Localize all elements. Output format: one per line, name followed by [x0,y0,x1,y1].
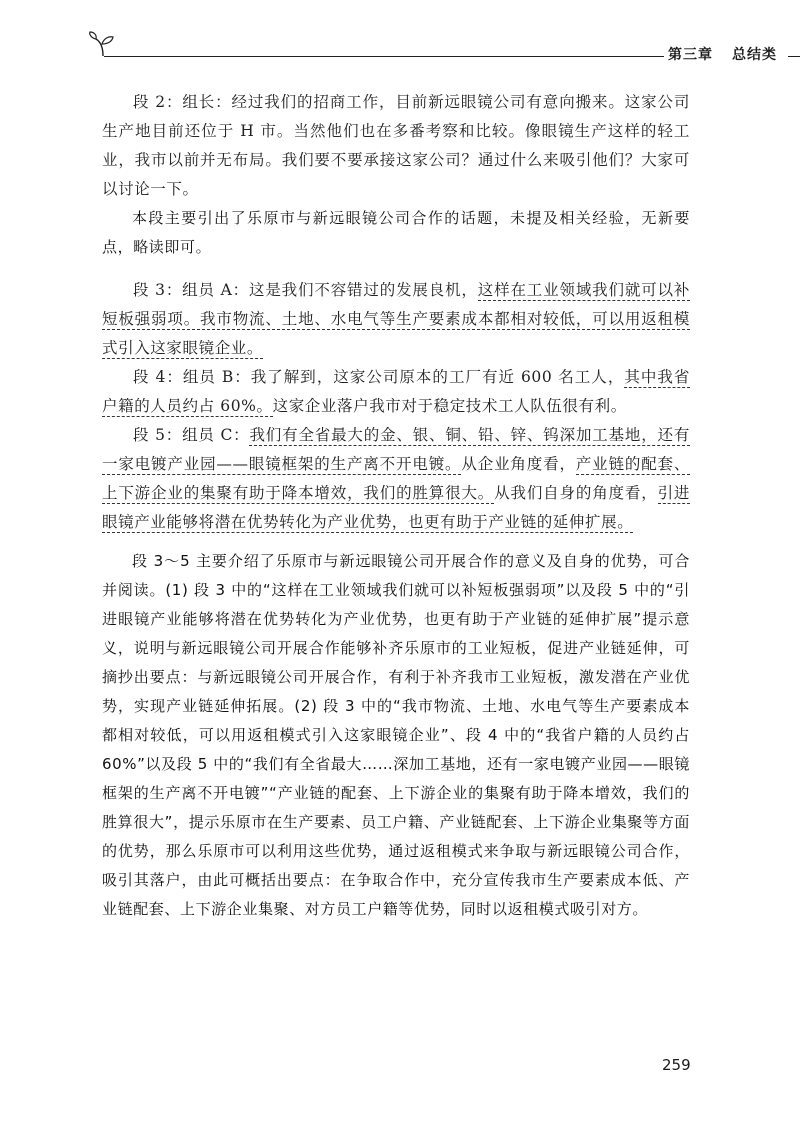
paragraph-5-underlined-2: 产业链的配套、上下游企业的集聚有助于降本增效，我们的胜算很大。 [102,455,691,502]
paragraph-5-underlined-3: 引进眼镜产业能够将潜在优势转化为产业优势，也更有助于产业链的延伸扩展。 [102,484,691,531]
paragraph-2-note: 本段主要引出了乐原市与新远眼镜公司合作的话题，未提及相关经验，无新要点，略读即可。 [102,209,690,256]
paragraph-5-lead: 段 5：组员 C： [133,426,250,444]
paragraph-4-tail: 这家企业落户我市对于稳定技术工人队伍很有利。 [272,397,627,415]
paragraph-5 [102,421,690,537]
chapter-label: 第三章 [668,47,713,63]
chapter-title: 总结类 [732,47,777,63]
paragraph-4-underlined: 其中我省户籍的人员约占 60%。 [102,368,690,415]
header-rule-right [788,56,800,57]
paragraph-5-text-2: 从我们自身的角度看， [494,484,658,502]
paragraph-5-underlined-1: 我们有全省最大的金、银、铜、铅、锌、钨深加工基地，还有一家电镀产业园——眼镜框架的生产离不开电镀。 [102,426,690,473]
leaf-sprout-icon [88,30,118,58]
paragraph-4-lead: 段 4：组员 B：我了解到，这家公司原本的工厂有近 600 名工人， [133,368,625,386]
paragraph-3-lead: 段 3：组员 A：这是我们不容错过的发展良机， [133,281,478,299]
paragraph-3-underlined: 这样在工业领域我们就可以补短板强弱项。我市物流、土地、水电气等生产要素成本都相对较低，可以用返租模式引入这家眼镜企业。 [102,281,690,357]
paragraph-5-text-1: 从企业角度看， [461,455,576,473]
paragraph-4 [102,363,690,421]
paragraph-2: 段 2：组长：经过我们的招商工作，目前新远眼镜公司有意向搬来。这家公司生产地目前还位于 H 市。当然他们也在多番考察和比较。像眼镜生产这样的轻工业，我市以前并无布局。我们要不要承接这家公司？通过什么来吸引他们？大家可以讨论一下。 [102,93,690,198]
page-number: 259 [662,1056,691,1074]
analysis-paragraph: 段 3～5 主要介绍了乐原市与新远眼镜公司开展合作的意义及自身的优势，可合并阅读。(1) 段 3 中的“这样在工业领域我们就可以补短板强弱项”以及段 5 中的“引进眼镜产业能够将潜在优势转化为产业优势，也更有助于产业链的延伸扩展”提示意义，说明与新远眼镜公司开展合作能够补齐乐原市的工业短板，促进产业链延伸，可摘抄出要点：与新远眼镜公司开展合作，有利于补齐我市工业短板，激发潜在产业优势，实现产业链延伸拓展。(2) 段 3 中的“我市物流、土地、水电气等生产要素成本都相对较低，可以用返租模式引入这家眼镜企业”、段 4 中的“我省户籍的人员约占 60%”以及段 5 中的“我们有全省最大……深加工基地，还有一家电镀产业园——眼镜框架的生产离不开电镀”“产业链的配套、上下游企业的集聚有助于降本增效，我们的胜算很大”，提示乐原市在生产要素、员工户籍、产业链配套、上下游企业集聚等方面的优势，那么乐原市可以利用这些优势，通过返租模式来争取与新远眼镜公司合作，吸引其落户，由此可概括出要点：在争取合作中，充分宣传我市生产要素成本低、产业链配套、上下游企业集聚、对方员工户籍等优势，同时以返租模式吸引对方。 [102,552,690,918]
header-rule-left [104,56,664,57]
paragraph-3 [102,276,690,363]
page-body [102,88,690,924]
running-header [88,30,778,70]
